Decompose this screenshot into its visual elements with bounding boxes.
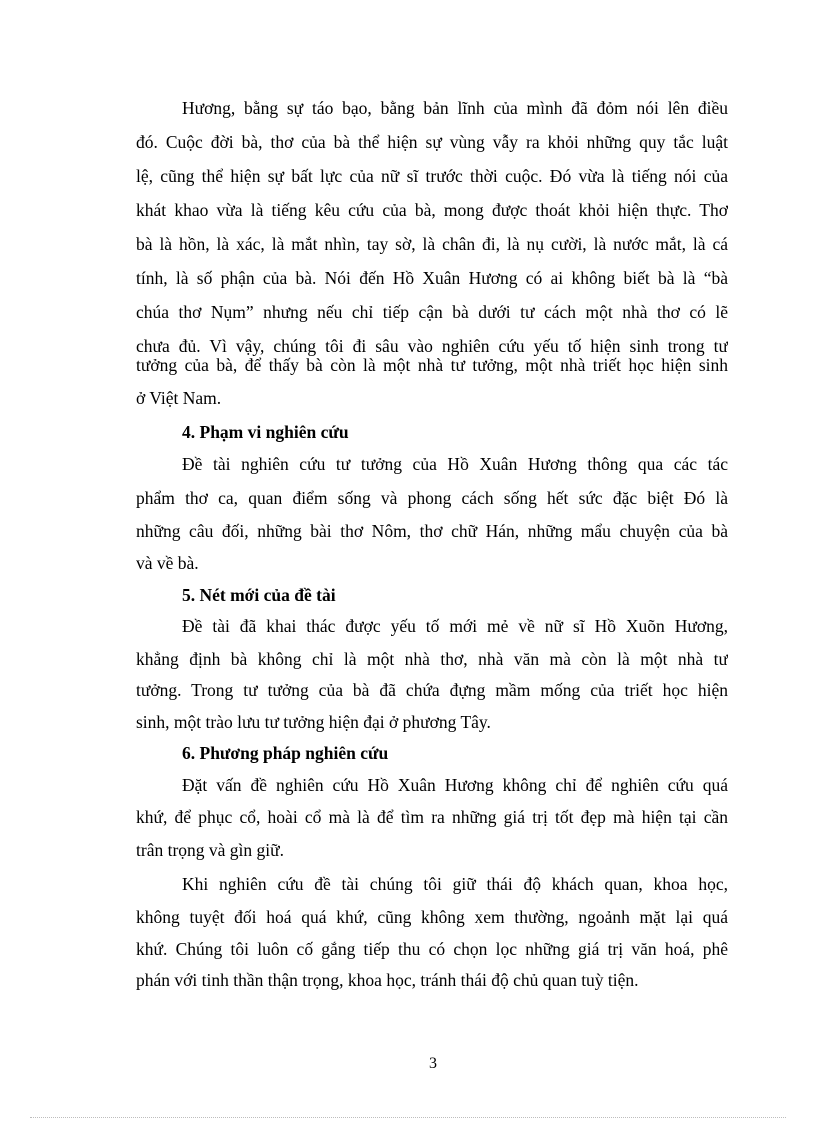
text-line: khứ. Chúng tôi luôn cố gắng tiếp thu có chọn lọc những giá trị văn hoá, phê bbox=[136, 939, 728, 959]
text-line: chưa đủ. Vì vậy, chúng tôi đi sâu vào nghiên cứu yếu tố hiện sinh trong tư bbox=[136, 336, 728, 356]
text-line: khát khao vừa là tiếng kêu cứu của bà, mong được thoát khỏi hiện thực. Thơ bbox=[136, 200, 728, 220]
text-line: Đề tài nghiên cứu tư tưởng của Hồ Xuân Hương thông qua các tác bbox=[182, 454, 728, 474]
page-number: 3 bbox=[429, 1055, 437, 1072]
text-line: sinh, một trào lưu tư tưởng hiện đại ở phương Tây. bbox=[136, 712, 491, 732]
text-line: Hương, bằng sự táo bạo, bằng bản lĩnh của mình đã đỏm nói lên điều bbox=[182, 98, 728, 118]
text-line: ở Việt Nam. bbox=[136, 388, 222, 408]
text-line: không tuyệt đối hoá quá khứ, cũng không xem thường, ngoảnh mặt lại quá bbox=[136, 907, 728, 927]
text-line: phán với tinh thần thận trọng, khoa học, tránh thái độ chủ quan tuỳ tiện. bbox=[136, 970, 639, 990]
text-line: khứ, để phục cổ, hoài cổ mà là để tìm ra những giá trị tốt đẹp mà hiện tại cần bbox=[136, 807, 728, 827]
text-line: bà là hồn, là xác, là mắt nhìn, tay sờ, là chân đi, là nụ cười, là nước mắt, là cá bbox=[136, 234, 728, 254]
text-line: chúa thơ Nụm” nhưng nếu chỉ tiếp cận bà dưới tư cách một nhà thơ có lẽ bbox=[136, 302, 728, 322]
text-line: những câu đối, những bài thơ Nôm, thơ chữ Hán, những mẩu chuyện của bà bbox=[136, 521, 728, 541]
text-line: lệ, cũng thể hiện sự bất lực của nữ sĩ trước thời cuộc. Đó vừa là tiếng nói của bbox=[136, 166, 728, 186]
text-line: tính, là số phận của bà. Nói đến Hồ Xuân Hương có ai không biết bà là “bà bbox=[136, 268, 728, 288]
text-line: Khi nghiên cứu đề tài chúng tôi giữ thái độ khách quan, khoa học, bbox=[182, 874, 728, 894]
section-heading: 5. Nét mới của đề tài bbox=[182, 585, 336, 605]
text-line: Đặt vấn đề nghiên cứu Hồ Xuân Hương không chỉ để nghiên cứu quá bbox=[182, 775, 728, 795]
text-line: phẩm thơ ca, quan điểm sống và phong cách sống hết sức đặc biệt Đó là bbox=[136, 488, 728, 508]
text-line: khẳng định bà không chỉ là một nhà thơ, nhà văn mà còn là một nhà tư bbox=[136, 649, 728, 669]
page-bottom-divider bbox=[30, 1117, 786, 1118]
text-line: tưởng. Trong tư tưởng của bà đã chứa đựng mầm mống của triết học hiện bbox=[136, 680, 728, 700]
text-line: tưởng của bà, để thấy bà còn là một nhà tư tưởng, một nhà triết học hiện sinh bbox=[136, 355, 728, 375]
section-heading: 6. Phương pháp nghiên cứu bbox=[182, 743, 389, 763]
text-line: và về bà. bbox=[136, 553, 199, 573]
text-line: Đề tài đã khai thác được yếu tố mới mẻ về nữ sĩ Hồ Xuõn Hương, bbox=[182, 616, 728, 636]
text-line: đó. Cuộc đời bà, thơ của bà thể hiện sự vùng vẫy ra khỏi những quy tắc luật bbox=[136, 132, 728, 152]
section-heading: 4. Phạm vi nghiên cứu bbox=[182, 422, 349, 442]
text-line: trân trọng và gìn giữ. bbox=[136, 840, 284, 860]
